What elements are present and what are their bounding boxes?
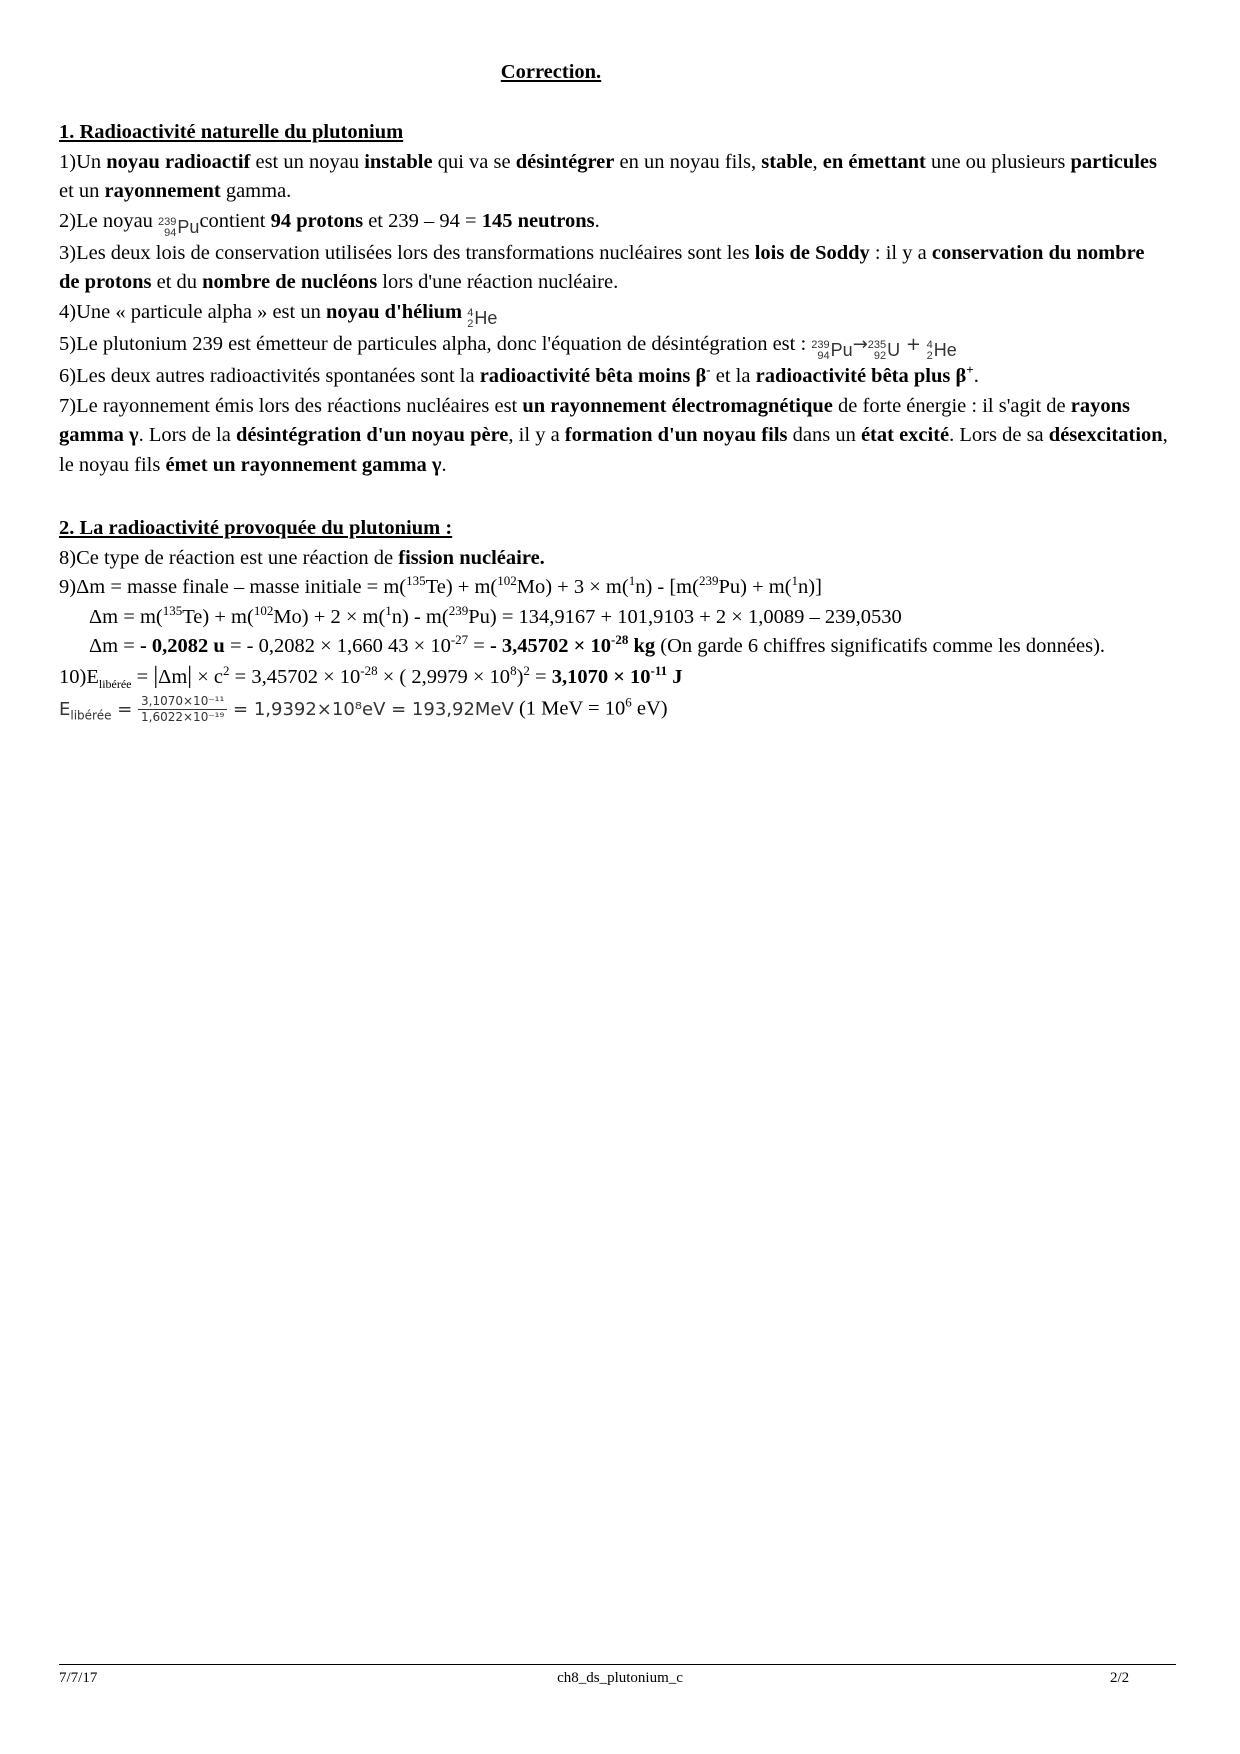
energy-formula: $E_{libérée}$ = $\frac{\text{3,1070×10⁻¹¹}}{\text{1,6022×10⁻¹⁹}}$ = 1,9392×10⁸eV = 193,92MeV: [59, 694, 514, 724]
answer-7: 7)Le rayonnement émis lors des réactions nucléaires est un rayonnement électromagnétique de forte énergie : il s'agit de rayons gamma γ. Lors de la désintégration d'un noyau père, il y a formation d'un noyau fils dans un état excité. Lors de sa désexcitation, le noyau fils émet un rayonnement gamma γ.: [59, 394, 1168, 476]
plutonium-nuclide: 239 94 Pu: [158, 215, 200, 239]
document-page: [59, 0, 1182, 1754]
footer-date: 7/7/17: [59, 1670, 98, 1686]
section-2-heading: 2. La radioactivité provoquée du plutonium :: [59, 517, 453, 539]
answer-9-line-3: Δm = - 0,2082 u = - 0,2082 × 1,660 $43 \times 10^{-27}$ = - $3,45702 \times 10^{-28}$ kg (On garde 6 chiffres significatifs comme les données).: [89, 632, 1106, 657]
helium-nuclide: 4 2 He: [467, 307, 498, 330]
decay-equation: 239 94 Pu→ 235 92 U + 4 2 He: [811, 334, 957, 363]
answer-2: 2)Le noyau 239 94 Pucontient 94 protons et 239 – 94 = 145 neutrons.: [59, 209, 600, 239]
answer-8: 8)Ce type de réaction est une réaction de fission nucléaire.: [59, 546, 545, 569]
page-title: Correction.: [500, 61, 602, 83]
answer-4: 4)Une « particule alpha » est un noyau d'hélium 4 2 He: [59, 300, 498, 330]
arrow-icon: →: [852, 334, 868, 355]
footer-filename: ch8_ds_plutonium_c: [557, 1670, 683, 1686]
footer-page-number: 2/2: [1110, 1670, 1130, 1686]
answer-1: 1)Un noyau radioactif est un noyau instable qui va se désintégrer en un noyau fils, stable, en émettant une ou plusieurs particules et un rayonnement gamma.: [59, 150, 1157, 202]
answer-3: 3)Les deux lois de conservation utilisées lors des transformations nucléaires sont les lois de Soddy : il y a conservation du nombre de protons et du nombre de nucléons lors d'une réaction nucléaire.: [59, 241, 1145, 294]
section-1-heading: 1. Radioactivité naturelle du plutonium: [59, 121, 404, 143]
section-2: [59, 514, 1169, 725]
energy-fraction: $\frac{\text{3,1070×10⁻¹¹}}{\text{1,6022×10⁻¹⁹}}$: [138, 694, 227, 725]
answer-5: 5)Le plutonium 239 est émetteur de particules alpha, donc l'équation de désintégration est : 239 94 Pu→ 235 92 U + 4 2 He: [59, 333, 957, 363]
answer-10-energy-conversion: $E_{libérée}$ = $\frac{\text{3,1070×10⁻¹¹}}{\text{1,6022×10⁻¹⁹}}$ = 1,9392×10⁸eV = 193,92MeV (1 MeV = $10^6$ eV): [59, 694, 668, 724]
answer-9-line-2: Δm = m($^{135}$Te) + m($^{102}$Mo) + 2 × m($^1$n) - m($^{239}$Pu) = 134,9167 + 101,9103 + 2 × 1,0089 – 239,0530: [89, 602, 902, 628]
answer-6: 6)Les deux autres radioactivités spontanées sont la radioactivité bêta moins β- et la radioactivité bêta plus β+.: [59, 362, 979, 388]
section-1: [59, 118, 1169, 480]
footer-divider: [59, 1664, 1176, 1665]
answer-9-line-1: 9)Δm = masse finale – masse initiale = m($^{135}$Te) + m($^{102}$Mo) + 3 × m($^1$n) - [m($^{239}$Pu) + m($^1$n)]: [59, 573, 822, 598]
answer-10: $10)E_{libérée} = |\Delta m| \times c^2 = 3,45702 \times 10^{-28}$ × ( $2,9979 \times 10^8)^2 = 3,1070 \times 10^{-11}$ J: [59, 662, 683, 691]
